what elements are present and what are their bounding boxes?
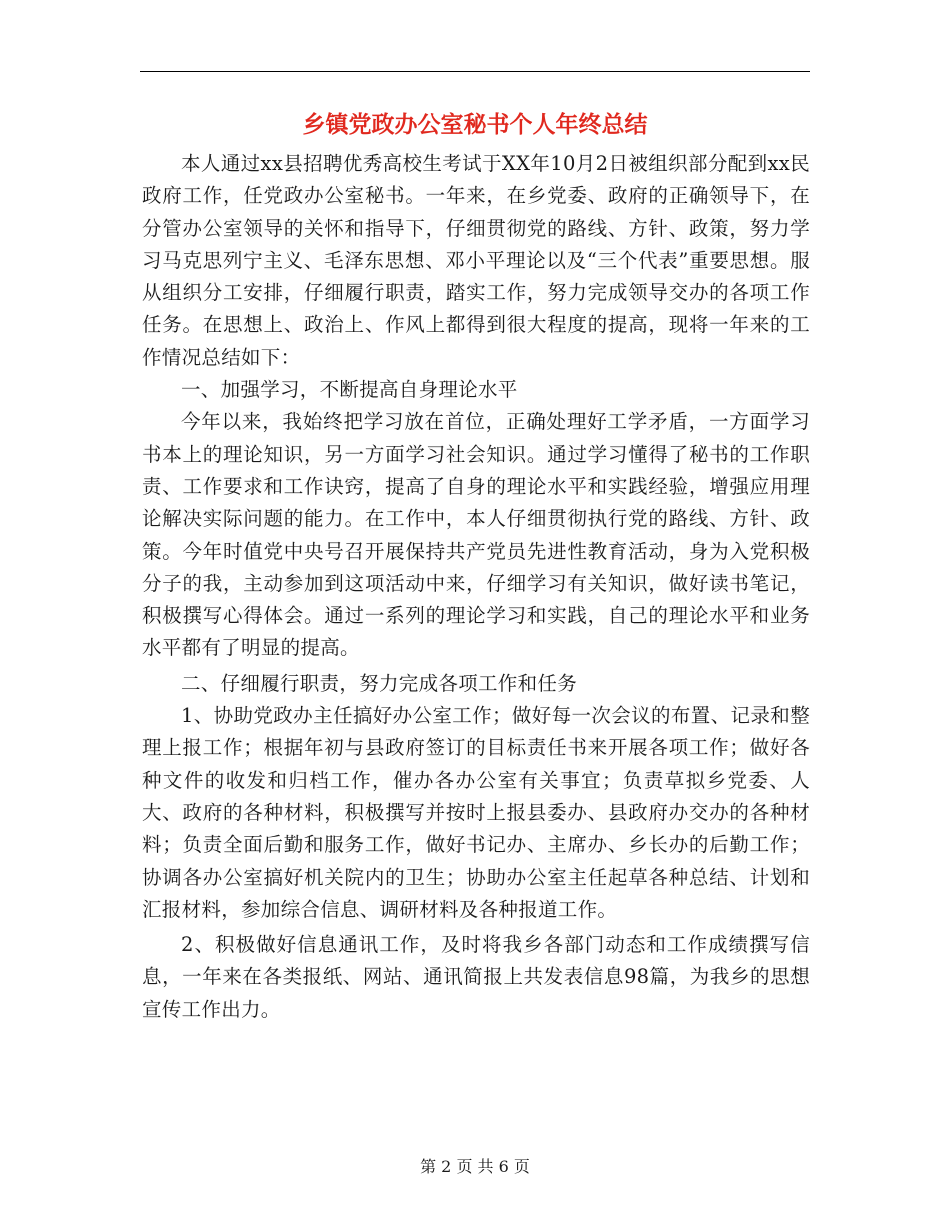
section-heading-study: 一、加强学习，不断提高自身理论水平 [181, 378, 518, 402]
header-rule [140, 71, 810, 72]
paragraph-intro: 本人通过xx县招聘优秀高校生考试于XX年10月2日被组织部分配到xx民政府工作，任党政办公室秘书。一年来，在乡党委、政府的正确领导下，在分管办公室领导的关怀和指导下，仔细贯彻党的路线、方针、政策，努力学习马克思列宁主义、毛泽东思想、邓小平理论以及“三个代表”重要思想。服从组织分工安排，仔细履行职责，踏实工作，努力完成领导交办的各项工作任务。在思想上、政治上、作风上都得到很大程度的提高，现将一年来的工作情况总结如下： [142, 152, 810, 369]
page-footer: 第 2 页 共 6 页 [420, 1157, 530, 1176]
paragraph-duty-1: 1、协助党政办主任搞好办公室工作；做好每一次会议的布置、记录和整理上报工作；根据年初与县政府签订的目标责任书来开展各项工作；做好各种文件的收发和归档工作，催办各办公室有关事宜；负责草拟乡党委、人大、政府的各种材料，积极撰写并按时上报县委办、县政府办交办的各种材料；负责全面后勤和服务工作，做好书记办、主席办、乡长办的后勤工作；协调各办公室搞好机关院内的卫生；协助办公室主任起草各种总结、计划和汇报材料，参加综合信息、调研材料及各种报道工作。 [142, 704, 810, 921]
section-heading-duties: 二、仔细履行职责，努力完成各项工作和任务 [181, 671, 578, 695]
document-title: 乡镇党政办公室秘书个人年终总结 [302, 111, 648, 138]
document-body [142, 148, 810, 1026]
paragraph-study: 今年以来，我始终把学习放在首位，正确处理好工学矛盾，一方面学习书本上的理论知识，另一方面学习社会知识。通过学习懂得了秘书的工作职责、工作要求和工作诀窍，提高了自身的理论水平和实践经验，增强应用理论解决实际问题的能力。在工作中，本人仔细贯彻执行党的路线、方针、政策。今年时值党中央号召开展保持共产党员先进性教育活动，身为入党积极分子的我，主动参加到这项活动中来，仔细学习有关知识，做好读书笔记，积极撰写心得体会。通过一系列的理论学习和实践，自己的理论水平和业务水平都有了明显的提高。 [142, 410, 810, 660]
paragraph-duty-2: 2、积极做好信息通讯工作，及时将我乡各部门动态和工作成绩撰写信息，一年来在各类报纸、网站、通讯简报上共发表信息98篇，为我乡的思想宣传工作出力。 [142, 933, 810, 1021]
